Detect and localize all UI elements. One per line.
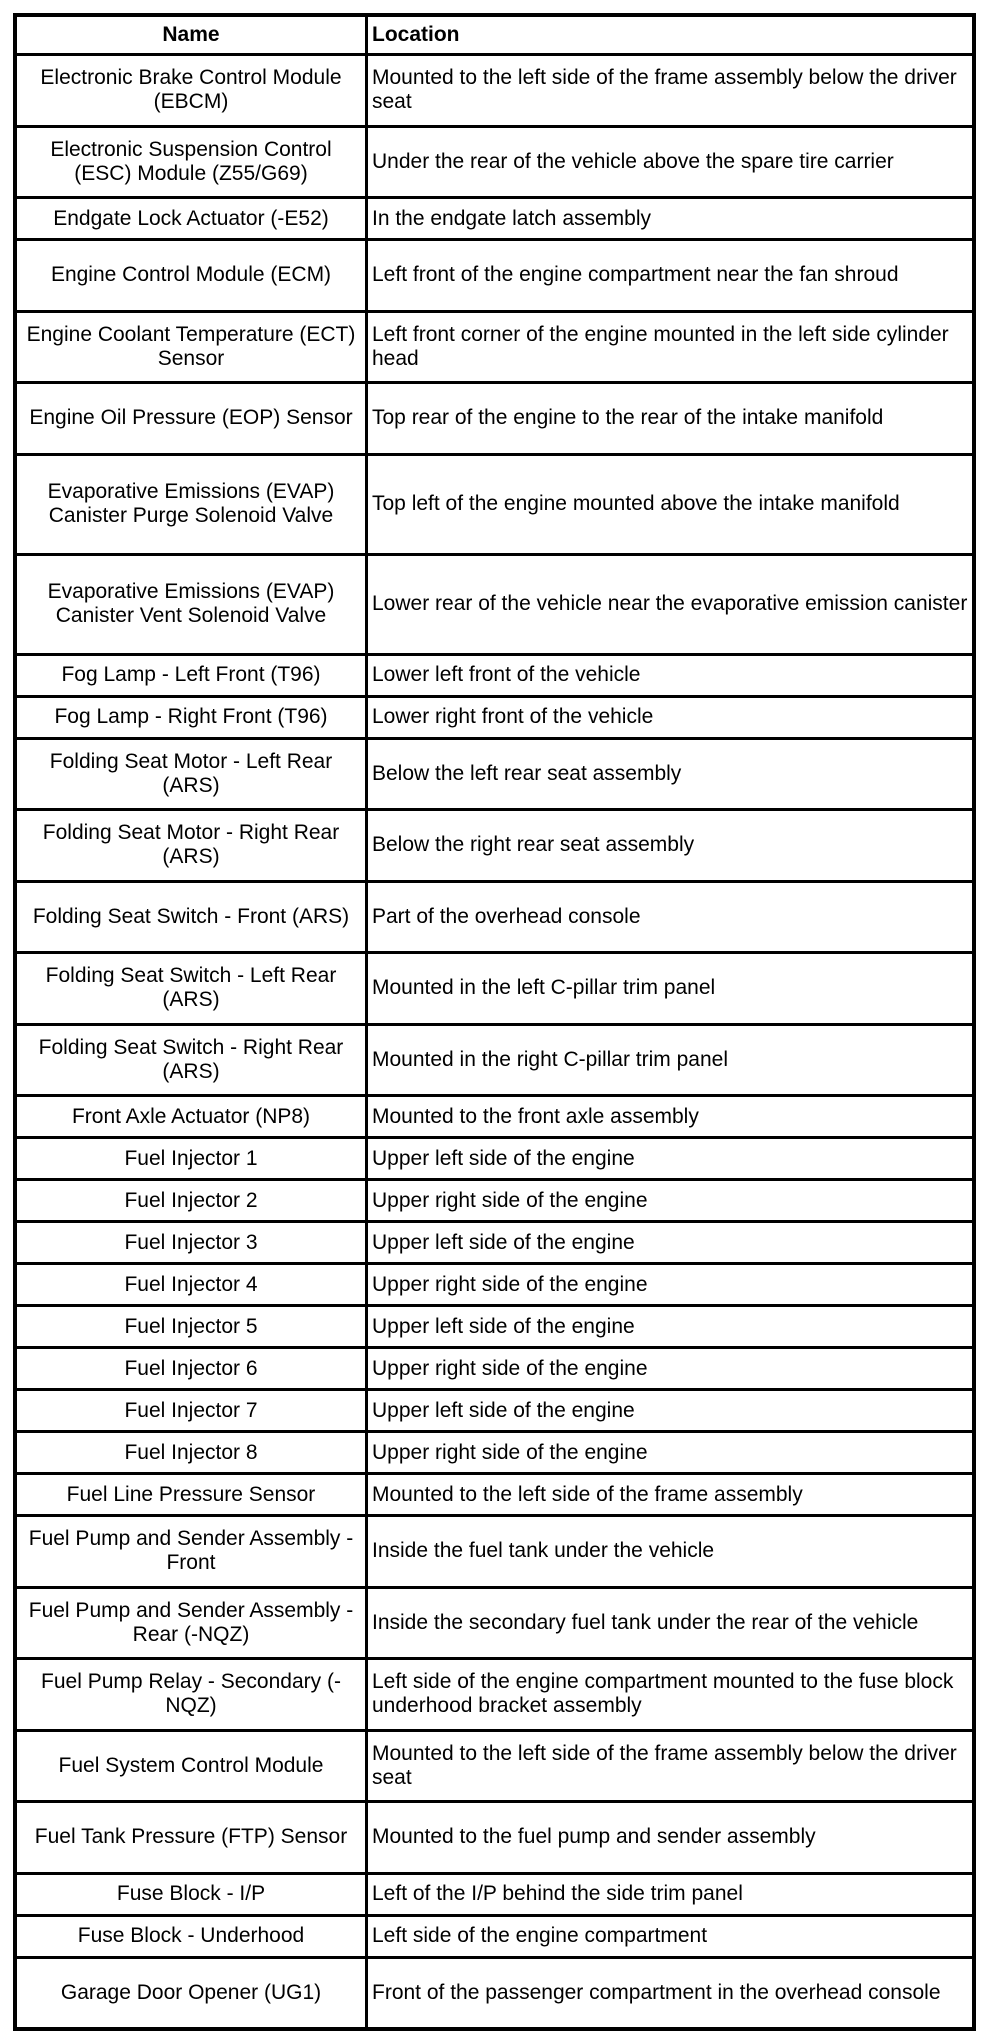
table-row	[15, 1432, 974, 1474]
component-name-cell: Folding Seat Switch - Left Rear (ARS)	[15, 953, 367, 1025]
component-location-cell: Mounted to the fuel pump and sender assembly	[367, 1802, 975, 1874]
table-row	[15, 738, 974, 810]
component-name-cell: Garage Door Opener (UG1)	[15, 1957, 367, 2029]
component-name-cell: Folding Seat Motor - Right Rear (ARS)	[15, 810, 367, 882]
table-row	[15, 1096, 974, 1138]
component-location-cell: Left side of the engine compartment mounted to the fuse block underhood bracket assembly	[367, 1659, 975, 1731]
component-location-cell: Left of the I/P behind the side trim panel	[367, 1873, 975, 1915]
table-row	[15, 1138, 974, 1180]
component-name-cell: Electronic Brake Control Module (EBCM)	[15, 55, 367, 127]
table-row	[15, 1180, 974, 1222]
component-location-cell: Under the rear of the vehicle above the spare tire carrier	[367, 126, 975, 198]
component-location-cell: In the endgate latch assembly	[367, 198, 975, 240]
table-row	[15, 881, 974, 953]
component-location-cell: Lower rear of the vehicle near the evaporative emission canister	[367, 554, 975, 654]
table-row	[15, 1802, 974, 1874]
table-row	[15, 1957, 974, 2029]
component-location-cell: Mounted to the front axle assembly	[367, 1096, 975, 1138]
component-name-cell: Fuel Injector 4	[15, 1264, 367, 1306]
table-row	[15, 1730, 974, 1802]
component-location-cell: Below the left rear seat assembly	[367, 738, 975, 810]
table-row	[15, 1348, 974, 1390]
component-location-cell: Upper right side of the engine	[367, 1264, 975, 1306]
component-location-cell: Left front of the engine compartment near the fan shroud	[367, 240, 975, 312]
component-location-cell: Mounted in the right C-pillar trim panel	[367, 1024, 975, 1096]
component-name-cell: Fuel Injector 6	[15, 1348, 367, 1390]
component-name-cell: Folding Seat Switch - Right Rear (ARS)	[15, 1024, 367, 1096]
component-location-table	[13, 13, 976, 2031]
table-row	[15, 383, 974, 455]
component-location-cell: Upper left side of the engine	[367, 1222, 975, 1264]
component-location-cell: Mounted in the left C-pillar trim panel	[367, 953, 975, 1025]
table-row	[15, 953, 974, 1025]
table-row	[15, 126, 974, 198]
component-name-cell: Endgate Lock Actuator (-E52)	[15, 198, 367, 240]
table-row	[15, 1306, 974, 1348]
component-location-cell: Upper left side of the engine	[367, 1306, 975, 1348]
component-location-cell: Left side of the engine compartment	[367, 1915, 975, 1957]
table-row	[15, 696, 974, 738]
table-row	[15, 654, 974, 696]
table-row	[15, 1516, 974, 1588]
component-name-cell: Folding Seat Motor - Left Rear (ARS)	[15, 738, 367, 810]
table-row	[15, 198, 974, 240]
component-name-cell: Fuel Pump and Sender Assembly - Rear (-NQZ)	[15, 1587, 367, 1659]
component-location-cell: Front of the passenger compartment in the overhead console	[367, 1957, 975, 2029]
component-name-cell: Evaporative Emissions (EVAP) Canister Purge Solenoid Valve	[15, 454, 367, 554]
component-name-cell: Folding Seat Switch - Front (ARS)	[15, 881, 367, 953]
component-name-cell: Electronic Suspension Control (ESC) Module (Z55/G69)	[15, 126, 367, 198]
table-row	[15, 810, 974, 882]
table-row	[15, 311, 974, 383]
component-location-cell: Top rear of the engine to the rear of the intake manifold	[367, 383, 975, 455]
table-row	[15, 240, 974, 312]
table-row	[15, 1474, 974, 1516]
component-location-cell: Mounted to the left side of the frame assembly below the driver seat	[367, 55, 975, 127]
table-row	[15, 1222, 974, 1264]
component-location-cell: Mounted to the left side of the frame assembly	[367, 1474, 975, 1516]
table-row	[15, 55, 974, 127]
table-row	[15, 1024, 974, 1096]
table-row	[15, 554, 974, 654]
table-row	[15, 1873, 974, 1915]
table-row	[15, 454, 974, 554]
component-location-cell: Below the right rear seat assembly	[367, 810, 975, 882]
component-name-cell: Engine Coolant Temperature (ECT) Sensor	[15, 311, 367, 383]
component-location-cell: Upper left side of the engine	[367, 1138, 975, 1180]
column-header-location: Location	[367, 15, 975, 55]
component-name-cell: Fuel Pump and Sender Assembly - Front	[15, 1516, 367, 1588]
header-row	[15, 15, 974, 55]
table-row	[15, 1264, 974, 1306]
component-location-cell: Upper right side of the engine	[367, 1348, 975, 1390]
component-name-cell: Fog Lamp - Left Front (T96)	[15, 654, 367, 696]
component-name-cell: Fuel Injector 8	[15, 1432, 367, 1474]
component-name-cell: Fuse Block - Underhood	[15, 1915, 367, 1957]
component-location-cell: Inside the fuel tank under the vehicle	[367, 1516, 975, 1588]
component-name-cell: Fuel Injector 3	[15, 1222, 367, 1264]
component-location-cell: Top left of the engine mounted above the intake manifold	[367, 454, 975, 554]
component-location-cell: Upper right side of the engine	[367, 1180, 975, 1222]
table-row	[15, 1915, 974, 1957]
component-location-cell: Mounted to the left side of the frame assembly below the driver seat	[367, 1730, 975, 1802]
component-name-cell: Fuel Injector 7	[15, 1390, 367, 1432]
component-location-cell: Part of the overhead console	[367, 881, 975, 953]
component-location-cell: Upper left side of the engine	[367, 1390, 975, 1432]
component-location-cell: Inside the secondary fuel tank under the rear of the vehicle	[367, 1587, 975, 1659]
table-row	[15, 1587, 974, 1659]
component-name-cell: Fuel Pump Relay - Secondary (-NQZ)	[15, 1659, 367, 1731]
component-name-cell: Fuel Tank Pressure (FTP) Sensor	[15, 1802, 367, 1874]
component-name-cell: Fuel Injector 1	[15, 1138, 367, 1180]
component-location-cell: Left front corner of the engine mounted in the left side cylinder head	[367, 311, 975, 383]
column-header-name: Name	[15, 15, 367, 55]
table-row	[15, 1390, 974, 1432]
component-name-cell: Fuel Injector 5	[15, 1306, 367, 1348]
component-name-cell: Front Axle Actuator (NP8)	[15, 1096, 367, 1138]
component-location-cell: Lower right front of the vehicle	[367, 696, 975, 738]
component-name-cell: Engine Control Module (ECM)	[15, 240, 367, 312]
component-name-cell: Fuel Line Pressure Sensor	[15, 1474, 367, 1516]
table-row	[15, 1659, 974, 1731]
component-name-cell: Fog Lamp - Right Front (T96)	[15, 696, 367, 738]
component-name-cell: Fuse Block - I/P	[15, 1873, 367, 1915]
component-name-cell: Evaporative Emissions (EVAP) Canister Vent Solenoid Valve	[15, 554, 367, 654]
component-location-cell: Lower left front of the vehicle	[367, 654, 975, 696]
component-name-cell: Fuel System Control Module	[15, 1730, 367, 1802]
component-name-cell: Engine Oil Pressure (EOP) Sensor	[15, 383, 367, 455]
component-name-cell: Fuel Injector 2	[15, 1180, 367, 1222]
component-location-cell: Upper right side of the engine	[367, 1432, 975, 1474]
